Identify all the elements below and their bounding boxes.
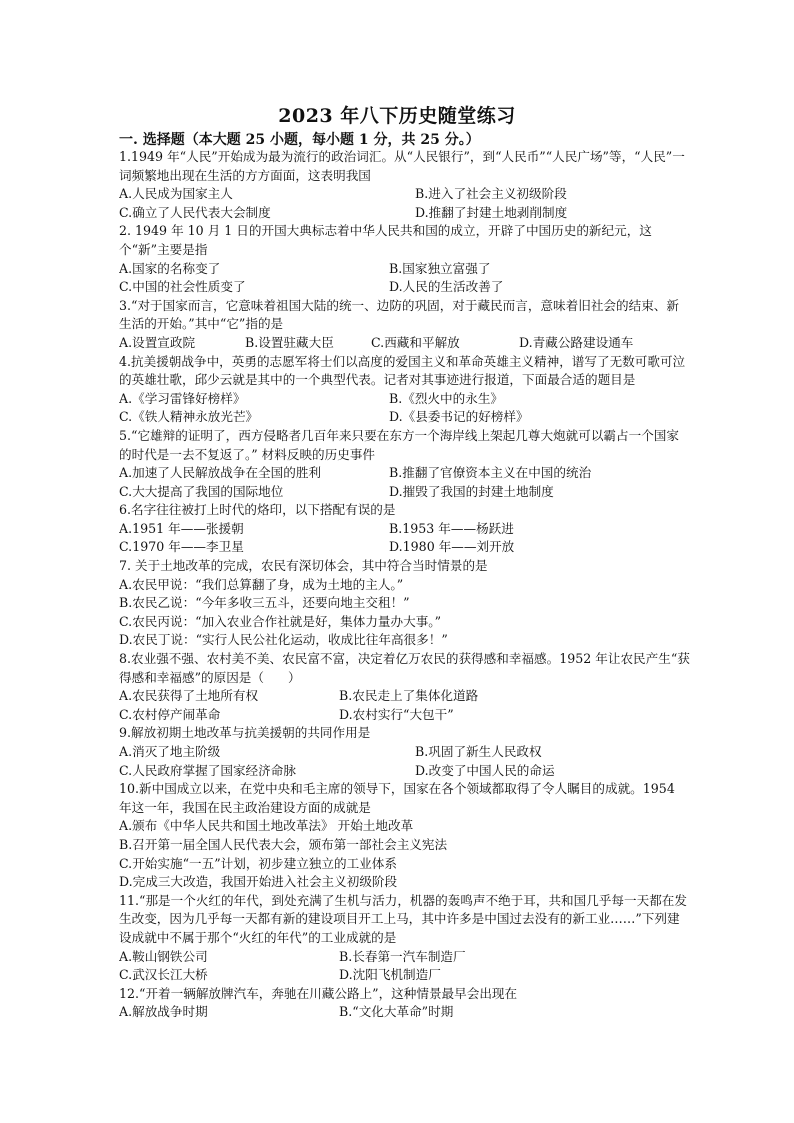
question-12 — [119, 985, 691, 1022]
answer-option-c[interactable]: C.开始实施“一五”计划，初步建立独立的工业体系 — [119, 855, 397, 871]
answer-option-a[interactable]: A.颁布《中华人民共和国土地改革法》 开始土地改革 — [119, 818, 414, 834]
answer-option-a[interactable]: A.1951 年——张援朝 — [119, 520, 244, 536]
question-stem: 10.新中国成立以来，在党中央和毛主席的领导下，国家在各个领域都取得了令人瞩目的成就。1954 年这一年，我国在民主政治建设方面的成就是 — [119, 781, 679, 815]
answer-option-b[interactable]: B.1953 年——杨跃进 — [389, 520, 514, 536]
answer-option-d[interactable]: D.农民丁说：“实行人民公社化运动，收成比往年高很多！” — [119, 632, 448, 648]
question-1 — [119, 148, 691, 222]
answer-option-b[interactable]: B.召开第一届全国人民代表大会，颁布第一部社会主义宪法 — [119, 836, 448, 852]
section-heading: 一. 选择题（本大题 25 小题，每小题 1 分，共 25 分。） — [119, 132, 480, 148]
answer-option-b[interactable]: B.农民乙说：“今年多收三五斗，还要向地主交租！” — [119, 595, 410, 611]
option-group — [119, 185, 691, 222]
question-list — [119, 148, 691, 1022]
question-9 — [119, 724, 691, 780]
answer-option-a[interactable]: A.农民获得了土地所有权 — [119, 688, 259, 704]
option-group — [119, 817, 691, 891]
answer-option-c[interactable]: C.1970 年——李卫星 — [119, 539, 244, 555]
answer-option-b[interactable]: B.《烈火中的永生》 — [389, 390, 504, 406]
question-8 — [119, 650, 691, 724]
answer-option-c[interactable]: C.武汉长江大桥 — [119, 967, 208, 983]
answer-option-c[interactable]: C.确立了人民代表大会制度 — [119, 204, 271, 220]
answer-option-d[interactable]: D.青藏公路建设通车 — [519, 334, 634, 350]
answer-option-b[interactable]: B.推翻了官僚资本主义在中国的统治 — [389, 465, 592, 481]
answer-option-b[interactable]: B.农民走上了集体化道路 — [339, 688, 479, 704]
answer-option-c[interactable]: C.农民丙说：“加入农业合作社就是好，集体力量办大事。” — [119, 613, 442, 629]
question-stem: 8.农业强不强、农村美不美、农民富不富，决定着亿万农民的获得感和幸福感。1952 年让农民产生“获得感和幸福感”的原因是（ ） — [119, 651, 690, 685]
answer-option-d[interactable]: D.沈阳飞机制造厂 — [339, 967, 441, 983]
question-2 — [119, 222, 691, 296]
question-stem: 5.“它雄辩的证明了，西方侵略者几百年来只要在东方一个海岸线上架起几尊大炮就可以霸占一个国家的时代是一去不复返了。” 材料反映的历史事件 — [119, 427, 679, 462]
answer-option-a[interactable]: A.人民成为国家主人 — [119, 186, 233, 202]
question-11 — [119, 892, 691, 985]
answer-option-c[interactable]: C.大大提高了我国的国际地位 — [119, 483, 284, 499]
answer-option-b[interactable]: B.长春第一汽车制造厂 — [339, 948, 466, 964]
question-10 — [119, 780, 691, 892]
answer-option-d[interactable]: D.改变了中国人民的命运 — [415, 762, 555, 778]
question-4 — [119, 353, 691, 427]
option-group — [119, 743, 691, 780]
answer-option-d[interactable]: D.推翻了封建土地剥削制度 — [415, 204, 568, 220]
question-stem: 7. 关于土地改革的完成，农民有深切体会，其中符合当时情景的是 — [119, 558, 488, 574]
answer-option-c[interactable]: C.西藏和平解放 — [371, 334, 460, 350]
answer-option-a[interactable]: A.解放战争时期 — [119, 1004, 208, 1020]
question-stem: 11.“那是一个火红的年代，到处充满了生机与活力，机器的轰鸣声不绝于耳，共和国几乎每一天都在发生改变，因为几乎每一天都有新的建设项目开工上马，其中许多是中国过去没有的新工业……”下列建设成就中不属于那个“火红的年代”的工业成就的是 — [119, 892, 687, 945]
answer-option-d[interactable]: D.1980 年——刘开放 — [389, 539, 515, 555]
option-group — [119, 576, 691, 650]
answer-option-c[interactable]: C.《铁人精神永放光芒》 — [119, 409, 259, 425]
answer-option-a[interactable]: A.加速了人民解放战争在全国的胜利 — [119, 465, 322, 481]
answer-option-c[interactable]: C.人民政府掌握了国家经济命脉 — [119, 762, 296, 778]
option-group — [119, 1003, 691, 1022]
answer-option-d[interactable]: D.人民的生活改善了 — [389, 279, 504, 295]
answer-option-a[interactable]: A.设置宣政院 — [119, 334, 196, 350]
answer-option-d[interactable]: D.《县委书记的好榜样》 — [389, 409, 529, 425]
answer-option-a[interactable]: A.《学习雷锋好榜样》 — [119, 390, 246, 406]
answer-option-b[interactable]: B.设置驻藏大臣 — [245, 334, 334, 350]
option-group — [119, 948, 691, 985]
answer-option-b[interactable]: B.“文化大革命”时期 — [339, 1004, 454, 1020]
option-group — [119, 464, 691, 501]
page-title: 2023 年八下历史随堂练习 — [278, 105, 516, 127]
question-3 — [119, 297, 691, 353]
question-stem: 12.“开着一辆解放牌汽车，奔驰在川藏公路上”，这种情景最早会出现在 — [119, 985, 518, 1001]
option-group — [119, 520, 691, 557]
answer-option-b[interactable]: B.进入了社会主义初级阶段 — [415, 186, 567, 202]
answer-option-c[interactable]: C.农村停产闹革命 — [119, 706, 221, 722]
option-group — [119, 334, 691, 353]
answer-option-d[interactable]: D.摧毁了我国的封建土地制度 — [389, 483, 554, 499]
answer-option-d[interactable]: D.农村实行“大包干” — [339, 706, 454, 722]
question-stem: 3.“对于国家而言，它意味着祖国大陆的统一、边防的巩固，对于藏民而言，意味着旧社会的结束、新生活的开始。”其中“它”指的是 — [119, 297, 679, 332]
option-group — [119, 390, 691, 427]
answer-option-a[interactable]: A.消灭了地主阶级 — [119, 744, 221, 759]
answer-option-d[interactable]: D.完成三大改造，我国开始进入社会主义初级阶段 — [119, 874, 398, 890]
answer-option-a[interactable]: A.国家的名称变了 — [119, 260, 221, 276]
question-7 — [119, 557, 691, 650]
answer-option-a[interactable]: A.鞍山钢铁公司 — [119, 948, 208, 964]
answer-option-b[interactable]: B.巩固了新生人民政权 — [415, 744, 542, 759]
question-5 — [119, 427, 691, 501]
answer-option-c[interactable]: C.中国的社会性质变了 — [119, 279, 246, 295]
answer-option-b[interactable]: B.国家独立富强了 — [389, 260, 491, 276]
question-stem: 9.解放初期土地改革与抗美援朝的共同作用是 — [119, 725, 371, 741]
answer-option-a[interactable]: A.农民甲说：“我们总算翻了身，成为土地的主人。” — [119, 576, 404, 592]
question-stem: 2. 1949 年 10 月 1 日的开国大典标志着中华人民共和国的成立，开辟了中国历史的新纪元，这个“新”主要是指 — [119, 223, 652, 257]
question-6 — [119, 501, 691, 557]
question-stem: 4.抗美援朝战争中，英勇的志愿军将士们以高度的爱国主义和革命英雄主义精神，谱写了无数可歌可泣的英雄壮歌，邱少云就是其中的一个典型代表。记者对其事迹进行报道，下面最合适的题目是 — [119, 353, 686, 388]
option-group — [119, 260, 691, 297]
option-group — [119, 687, 691, 724]
question-stem: 1.1949 年“人民”开始成为最为流行的政治词汇。从“人民银行”，到“人民币”“人民广场”等，“人民”一词频繁地出现在生活的方方面面，这表明我国 — [119, 149, 685, 183]
question-stem: 6.名字往往被打上时代的烙印，以下搭配有误的是 — [119, 502, 396, 518]
